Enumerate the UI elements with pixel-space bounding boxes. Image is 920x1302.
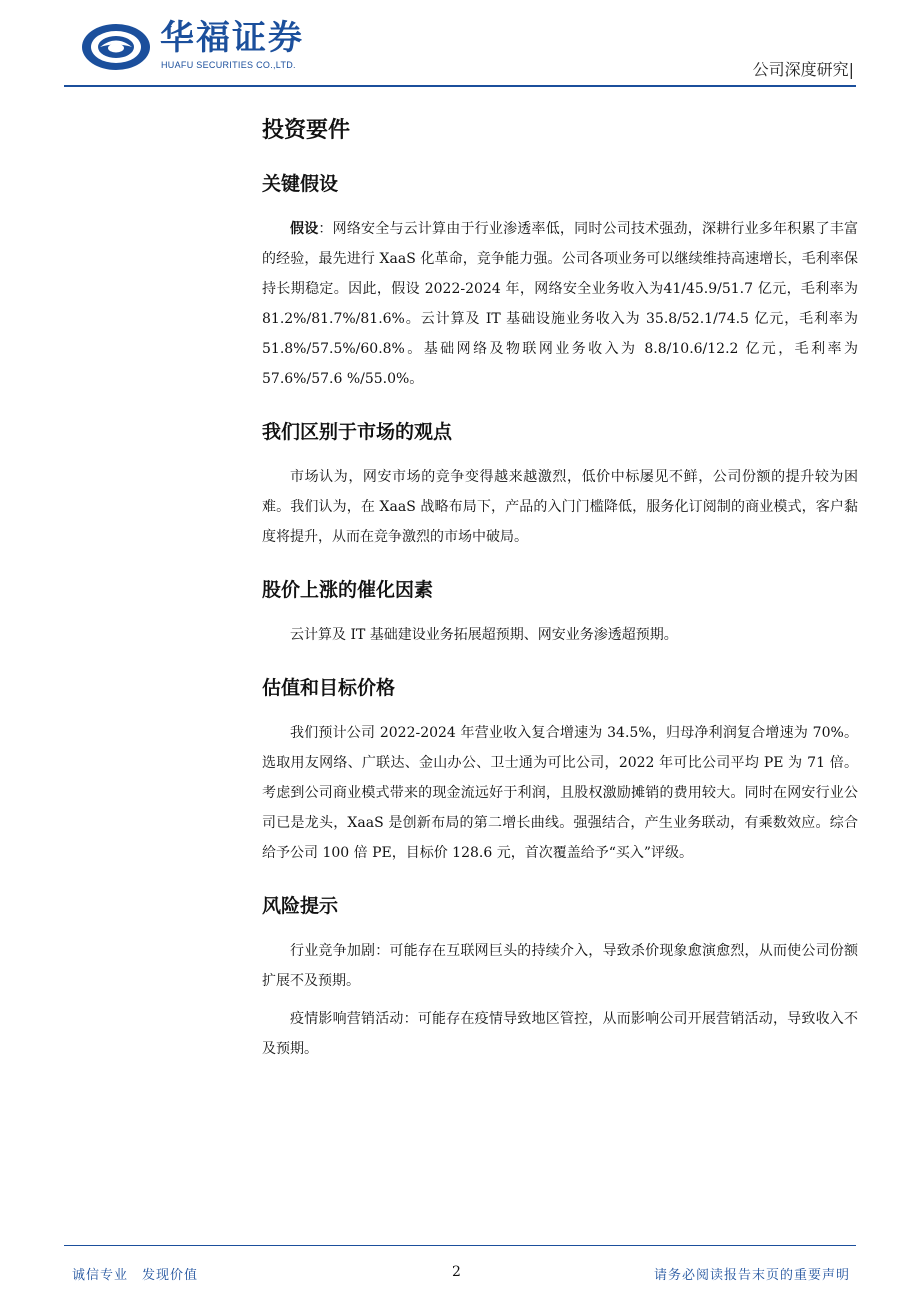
differentiated-view-paragraph: 市场认为，网安市场的竞争变得越来越激烈，低价中标屡见不鲜，公司份额的提升较为困难。我们认为，在 XaaS 战略布局下，产品的入门门槛降低，服务化订阅制的商业模式，客户黏度将提升，从而在竞争激烈的市场中破局。 [262, 469, 858, 545]
assumptions-paragraph [262, 214, 858, 394]
footer-divider [64, 1245, 856, 1246]
footer-disclaimer-note: 请务必阅读报告末页的重要声明 [653, 1268, 850, 1283]
main-content [262, 114, 858, 1086]
risk-paragraph-epidemic: 疫情影响营销活动：可能存在疫情导致地区管控，从而影响公司开展营销活动，导致收入不及预期。 [262, 1011, 858, 1057]
section-heading-assumptions: 关键假设 [262, 173, 339, 195]
report-type-label: 公司深度研究| [752, 60, 854, 79]
valuation-paragraph: 我们预计公司 2022-2024 年营业收入复合增速为 34.5%，归母净利润复合增速为 70%。选取用友网络、广联达、金山办公、卫士通为可比公司，2022 年可比公司平均 PE 为 71 倍。考虑到公司商业模式带来的现金流远好于利润，且股权激励摊销的费用较大。同时在网安行业公司已是龙头，XaaS 是创新布局的第二增长曲线。强强结合，产生业务联动，有乘数效应。综合给予公司 100 倍 PE，目标价 128.6 元，首次覆盖给予“买入”评级。 [262, 725, 858, 861]
page-title: 投资要件 [262, 118, 351, 143]
section-heading-risks: 风险提示 [262, 895, 339, 917]
brand-name-en: HUAFU SECURITIES CO.,LTD. [161, 60, 296, 70]
assumption-text: ：网络安全与云计算由于行业渗透率低，同时公司技术强劲，深耕行业多年积累了丰富的经验，最先进行 XaaS 化革命，竞争能力强。公司各项业务可以继续维持高速增长，毛利率保持长期稳定。因此，假设 2022-2024 年，网络安全业务收入为41/45.9/51.7 亿元，毛利率为 81.2%/81.7%/81.6%。云计算及 IT 基础设施业务收入为 35.8/52.1/74.5 亿元，毛利率为 51.8%/57.5%/60.8%。基础网络及物联网业务收入为 8.8/10.6/12.2 亿元，毛利率为 57.6%/57.6 %/55.0%。 [262, 221, 859, 387]
catalysts-paragraph: 云计算及 IT 基础建设业务拓展超预期、网安业务渗透超预期。 [290, 627, 678, 643]
page-number: 2 [452, 1264, 461, 1280]
brand-name-cn: 华福证券 [160, 18, 304, 58]
footer-slogan: 诚信专业 发现价值 [72, 1268, 199, 1283]
page-header [0, 0, 920, 90]
section-heading-valuation: 估值和目标价格 [262, 677, 396, 699]
section-heading-catalysts: 股价上涨的催化因素 [262, 579, 434, 601]
huafu-logo-icon [80, 22, 152, 72]
risk-paragraph-competition: 行业竞争加剧：可能存在互联网巨头的持续介入，导致杀价现象愈演愈烈，从而使公司份额扩展不及预期。 [262, 943, 858, 989]
header-divider [64, 85, 856, 87]
section-heading-differentiated-view: 我们区别于市场的观点 [262, 421, 453, 443]
assumption-lead: 假设 [290, 221, 319, 237]
